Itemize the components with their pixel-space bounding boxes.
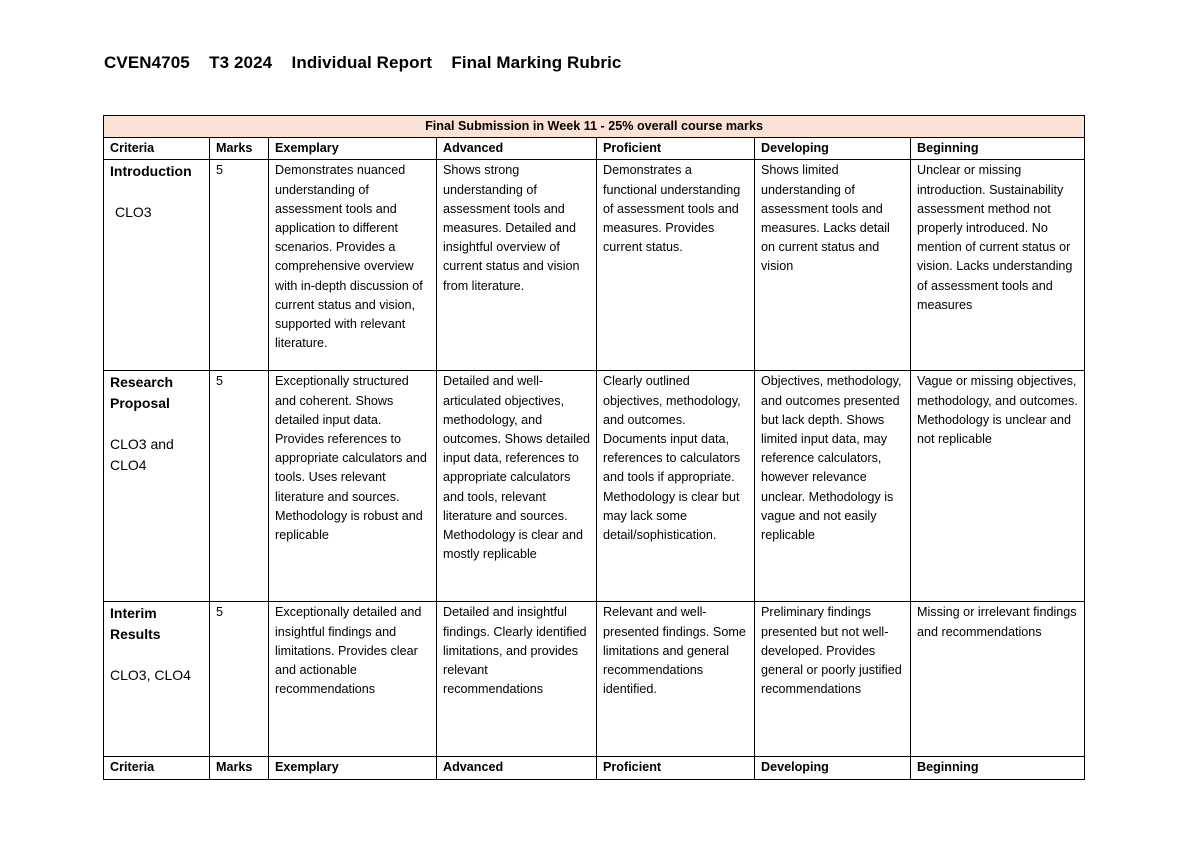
banner-text: Final Submission in Week 11 - 25% overall course marks	[104, 116, 1085, 138]
developing-cell: Preliminary findings presented but not well-developed. Provides general or poorly justified recommendations	[755, 602, 911, 757]
rubric-table	[103, 115, 1085, 780]
marks-cell: 5	[210, 371, 269, 602]
beginning-cell: Missing or irrelevant findings and recommendations	[911, 602, 1085, 757]
banner-row	[104, 116, 1085, 138]
header-marks: Marks	[210, 138, 269, 160]
marks-cell: 5	[210, 160, 269, 371]
footer-exemplary: Exemplary	[269, 757, 437, 779]
criterion-cell	[104, 160, 210, 371]
criterion-clo: CLO3, CLO4	[110, 667, 191, 684]
criterion-clo: CLO3 and CLO4	[110, 436, 174, 474]
header-developing: Developing	[755, 138, 911, 160]
proficient-cell: Clearly outlined objectives, methodology, and outcomes. Documents input data, references to calculators and tools if appropriate. Methodology is clear but may lack some detail/sophistication.	[597, 371, 755, 602]
footer-beginning: Beginning	[911, 757, 1085, 779]
header-row	[104, 138, 1085, 160]
footer-header-row	[104, 757, 1085, 779]
beginning-cell: Vague or missing objectives, methodology, and outcomes. Methodology is unclear and not replicable	[911, 371, 1085, 602]
exemplary-cell: Demonstrates nuanced understanding of assessment tools and application to different scenarios. Provides a comprehensive overview with in-depth discussion of current status and vision, supported with relevant literature.	[269, 160, 437, 371]
criterion-name: Research Proposal	[110, 374, 174, 412]
proficient-cell: Demonstrates a functional understanding of assessment tools and measures. Provides current status.	[597, 160, 755, 371]
document-title: CVEN4705 T3 2024 Individual Report Final Marking Rubric	[104, 53, 622, 72]
header-criteria: Criteria	[104, 138, 210, 160]
table-row	[104, 160, 1085, 371]
footer-marks: Marks	[210, 757, 269, 779]
footer-proficient: Proficient	[597, 757, 755, 779]
table-row	[104, 602, 1085, 757]
proficient-cell: Relevant and well-presented findings. Some limitations and general recommendations identified.	[597, 602, 755, 757]
marks-cell: 5	[210, 602, 269, 757]
exemplary-cell: Exceptionally detailed and insightful findings and limitations. Provides clear and actionable recommendations	[269, 602, 437, 757]
footer-advanced: Advanced	[437, 757, 597, 779]
header-advanced: Advanced	[437, 138, 597, 160]
developing-cell: Shows limited understanding of assessment tools and measures. Lacks detail on current status and vision	[755, 160, 911, 371]
header-exemplary: Exemplary	[269, 138, 437, 160]
advanced-cell: Detailed and well-articulated objectives, methodology, and outcomes. Shows detailed input data, references to appropriate calculators and tools, relevant literature and sources. Methodology is clear and mostly replicable	[437, 371, 597, 602]
advanced-cell: Detailed and insightful findings. Clearly identified limitations, and provides relevant recommendations	[437, 602, 597, 757]
criterion-cell	[104, 371, 210, 602]
footer-developing: Developing	[755, 757, 911, 779]
header-proficient: Proficient	[597, 138, 755, 160]
beginning-cell: Unclear or missing introduction. Sustainability assessment method not properly introduced. No mention of current status or vision. Lacks understanding of assessment tools and measures	[911, 160, 1085, 371]
header-beginning: Beginning	[911, 138, 1085, 160]
developing-cell: Objectives, methodology, and outcomes presented but lack depth. Shows limited input data, may reference calculators, however relevance unclear. Methodology is vague and not easily replicable	[755, 371, 911, 602]
advanced-cell: Shows strong understanding of assessment tools and measures. Detailed and insightful overview of current status and vision from literature.	[437, 160, 597, 371]
criterion-cell	[104, 602, 210, 757]
exemplary-cell: Exceptionally structured and coherent. Shows detailed input data. Provides references to appropriate calculators and tools. Uses relevant literature and sources. Methodology is robust and replicable	[269, 371, 437, 602]
footer-criteria: Criteria	[104, 757, 210, 779]
criterion-name: Introduction	[110, 163, 192, 180]
criterion-clo: CLO3	[115, 204, 152, 221]
criterion-name: Interim Results	[110, 605, 161, 643]
table-row	[104, 371, 1085, 602]
